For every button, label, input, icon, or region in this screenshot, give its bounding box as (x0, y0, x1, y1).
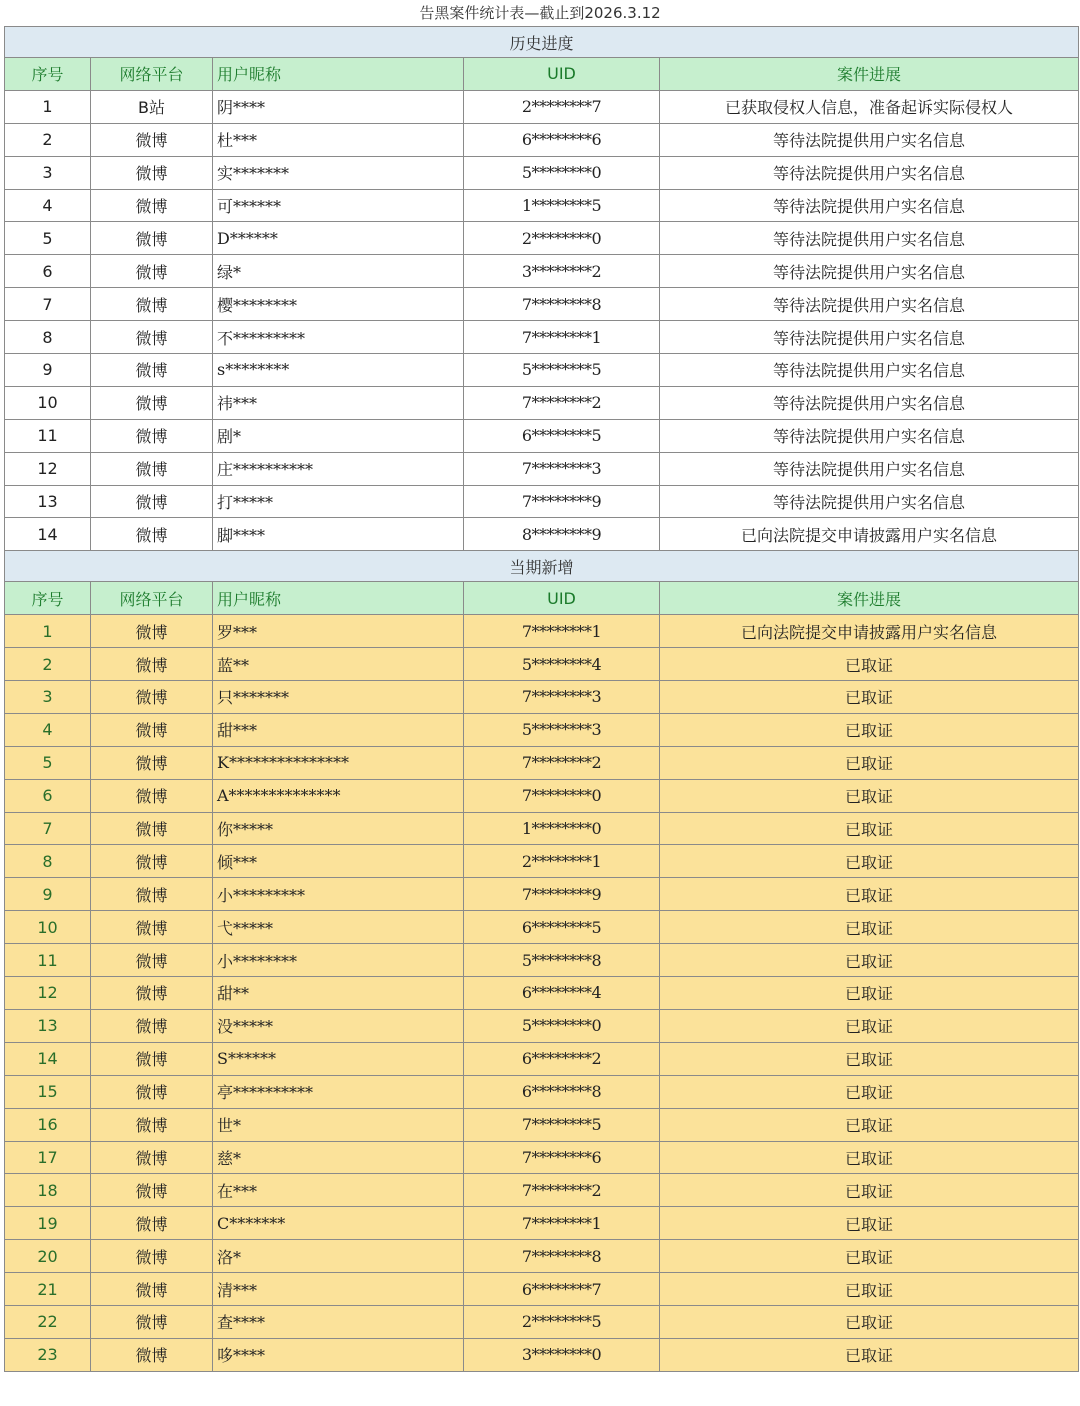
row-index[interactable]: 5 (5, 222, 91, 255)
row-progress[interactable]: 已取证 (660, 1305, 1079, 1338)
row-uid[interactable]: 5********0 (464, 1009, 660, 1042)
row-nickname[interactable]: 慈* (213, 1141, 464, 1174)
row-uid[interactable]: 8********9 (464, 518, 660, 551)
row-platform[interactable]: 微博 (91, 1305, 213, 1338)
row-uid[interactable]: 7********2 (464, 746, 660, 779)
row-platform[interactable]: 微博 (91, 713, 213, 746)
row-platform[interactable]: 微博 (91, 1240, 213, 1273)
table-row (5, 156, 1079, 189)
row-uid[interactable]: 7********8 (464, 1240, 660, 1273)
header-platform[interactable]: 网络平台 (91, 582, 213, 615)
row-progress[interactable]: 已取证 (660, 1009, 1079, 1042)
row-uid[interactable]: 6********2 (464, 1042, 660, 1075)
row-platform[interactable]: 微博 (91, 452, 213, 485)
header-index[interactable]: 序号 (5, 582, 91, 615)
table-row (5, 845, 1079, 878)
row-platform[interactable]: 微博 (91, 123, 213, 156)
row-nickname[interactable]: 庄********** (213, 452, 464, 485)
row-index[interactable]: 3 (5, 681, 91, 714)
row-nickname[interactable]: 世* (213, 1108, 464, 1141)
row-nickname[interactable]: 打***** (213, 485, 464, 518)
new-section-row (5, 551, 1079, 582)
row-nickname[interactable]: 蓝** (213, 648, 464, 681)
table-row (5, 713, 1079, 746)
table-row (5, 681, 1079, 714)
row-progress[interactable]: 已获取侵权人信息，准备起诉实际侵权人 (660, 90, 1079, 123)
table-row (5, 255, 1079, 288)
row-index[interactable]: 18 (5, 1174, 91, 1207)
row-index[interactable]: 15 (5, 1075, 91, 1108)
row-platform[interactable]: 微博 (91, 288, 213, 321)
row-uid[interactable]: 5********4 (464, 648, 660, 681)
row-uid[interactable]: 7********0 (464, 779, 660, 812)
row-platform[interactable]: 微博 (91, 156, 213, 189)
table-row (5, 1174, 1079, 1207)
row-progress[interactable]: 已取证 (660, 977, 1079, 1010)
row-index[interactable]: 22 (5, 1305, 91, 1338)
history-section-row (5, 27, 1079, 58)
table-row (5, 1141, 1079, 1174)
row-progress[interactable]: 已取证 (660, 1075, 1079, 1108)
history-header-row (5, 58, 1079, 91)
row-nickname[interactable]: s******** (213, 354, 464, 387)
row-progress[interactable]: 已取证 (660, 746, 1079, 779)
row-nickname[interactable]: 不********* (213, 321, 464, 354)
row-uid[interactable]: 7********6 (464, 1141, 660, 1174)
row-nickname[interactable]: 剧* (213, 419, 464, 452)
row-index[interactable]: 13 (5, 485, 91, 518)
table-row (5, 288, 1079, 321)
row-uid[interactable]: 2********7 (464, 90, 660, 123)
row-platform[interactable]: 微博 (91, 386, 213, 419)
row-progress[interactable]: 已取证 (660, 713, 1079, 746)
row-progress[interactable]: 已取证 (660, 779, 1079, 812)
row-nickname[interactable]: A************** (213, 779, 464, 812)
row-index[interactable]: 3 (5, 156, 91, 189)
row-platform[interactable]: 微博 (91, 1273, 213, 1306)
table-row (5, 1075, 1079, 1108)
history-header-group (5, 27, 1079, 91)
row-nickname[interactable]: 甜*** (213, 713, 464, 746)
row-platform[interactable]: B站 (91, 90, 213, 123)
row-index[interactable]: 6 (5, 779, 91, 812)
row-index[interactable]: 21 (5, 1273, 91, 1306)
row-progress[interactable]: 已取证 (660, 1273, 1079, 1306)
row-uid[interactable]: 7********1 (464, 615, 660, 648)
row-uid[interactable]: 6********5 (464, 419, 660, 452)
row-index[interactable]: 6 (5, 255, 91, 288)
header-platform[interactable]: 网络平台 (91, 58, 213, 91)
history-rows (5, 90, 1079, 550)
row-platform[interactable]: 微博 (91, 779, 213, 812)
table-row (5, 452, 1079, 485)
row-index[interactable]: 8 (5, 321, 91, 354)
row-platform[interactable]: 微博 (91, 746, 213, 779)
row-progress[interactable]: 已取证 (660, 944, 1079, 977)
row-platform[interactable]: 微博 (91, 648, 213, 681)
row-uid[interactable]: 2********0 (464, 222, 660, 255)
row-index[interactable]: 10 (5, 911, 91, 944)
new-rows (5, 615, 1079, 1371)
row-uid[interactable]: 7********2 (464, 1174, 660, 1207)
row-platform[interactable]: 微博 (91, 1009, 213, 1042)
row-nickname[interactable]: 清*** (213, 1273, 464, 1306)
table-row (5, 779, 1079, 812)
row-platform[interactable]: 微博 (91, 518, 213, 551)
row-nickname[interactable]: 祎*** (213, 386, 464, 419)
row-nickname[interactable]: 罗*** (213, 615, 464, 648)
row-nickname[interactable]: 只******* (213, 681, 464, 714)
table-row (5, 977, 1079, 1010)
row-progress[interactable]: 已取证 (660, 845, 1079, 878)
row-progress[interactable]: 已向法院提交申请披露用户实名信息 (660, 615, 1079, 648)
row-uid[interactable]: 3********0 (464, 1338, 660, 1371)
row-uid[interactable]: 6********8 (464, 1075, 660, 1108)
table-row (5, 746, 1079, 779)
row-index[interactable]: 7 (5, 812, 91, 845)
row-uid[interactable]: 7********3 (464, 681, 660, 714)
row-index[interactable]: 8 (5, 845, 91, 878)
header-progress[interactable]: 案件进展 (660, 58, 1079, 91)
row-index[interactable]: 16 (5, 1108, 91, 1141)
row-progress[interactable]: 已取证 (660, 681, 1079, 714)
row-uid[interactable]: 6********5 (464, 911, 660, 944)
row-progress[interactable]: 已取证 (660, 1141, 1079, 1174)
row-progress[interactable]: 等待法院提供用户实名信息 (660, 189, 1079, 222)
new-header-row (5, 582, 1079, 615)
row-progress[interactable]: 等待法院提供用户实名信息 (660, 222, 1079, 255)
row-index[interactable]: 1 (5, 615, 91, 648)
header-uid[interactable]: UID (464, 582, 660, 615)
row-index[interactable]: 4 (5, 189, 91, 222)
row-uid[interactable]: 5********5 (464, 354, 660, 387)
row-progress[interactable]: 等待法院提供用户实名信息 (660, 156, 1079, 189)
row-nickname[interactable]: 倾*** (213, 845, 464, 878)
row-platform[interactable]: 微博 (91, 1108, 213, 1141)
header-progress[interactable]: 案件进展 (660, 582, 1079, 615)
row-nickname[interactable]: 甜** (213, 977, 464, 1010)
row-nickname[interactable]: 可****** (213, 189, 464, 222)
row-progress[interactable]: 已向法院提交申请披露用户实名信息 (660, 518, 1079, 551)
row-index[interactable]: 9 (5, 878, 91, 911)
row-nickname[interactable]: 杜*** (213, 123, 464, 156)
table-row (5, 321, 1079, 354)
row-nickname[interactable]: 实******* (213, 156, 464, 189)
row-uid[interactable]: 6********4 (464, 977, 660, 1010)
new-header-group (5, 551, 1079, 615)
row-uid[interactable]: 5********0 (464, 156, 660, 189)
header-nickname[interactable]: 用户昵称 (213, 582, 464, 615)
row-progress[interactable]: 已取证 (660, 878, 1079, 911)
row-platform[interactable]: 微博 (91, 354, 213, 387)
row-index[interactable]: 5 (5, 746, 91, 779)
row-platform[interactable]: 微博 (91, 189, 213, 222)
table-row (5, 878, 1079, 911)
row-nickname[interactable]: 绿* (213, 255, 464, 288)
row-nickname[interactable]: 樱******** (213, 288, 464, 321)
row-platform[interactable]: 微博 (91, 878, 213, 911)
table-row (5, 189, 1079, 222)
row-nickname[interactable]: 弋***** (213, 911, 464, 944)
row-nickname[interactable]: S****** (213, 1042, 464, 1075)
table-row (5, 812, 1079, 845)
row-index[interactable]: 13 (5, 1009, 91, 1042)
row-platform[interactable]: 微博 (91, 1207, 213, 1240)
row-index[interactable]: 14 (5, 518, 91, 551)
row-uid[interactable]: 7********9 (464, 878, 660, 911)
row-progress[interactable]: 已取证 (660, 1207, 1079, 1240)
row-uid[interactable]: 7********8 (464, 288, 660, 321)
row-uid[interactable]: 3********2 (464, 255, 660, 288)
history-section-label[interactable]: 历史进度 (5, 27, 1079, 58)
row-uid[interactable]: 7********9 (464, 485, 660, 518)
row-platform[interactable]: 微博 (91, 222, 213, 255)
row-index[interactable]: 19 (5, 1207, 91, 1240)
row-platform[interactable]: 微博 (91, 681, 213, 714)
case-table (4, 26, 1079, 1372)
row-uid[interactable]: 5********8 (464, 944, 660, 977)
row-index[interactable]: 23 (5, 1338, 91, 1371)
header-index[interactable]: 序号 (5, 58, 91, 91)
row-progress[interactable]: 已取证 (660, 812, 1079, 845)
row-index[interactable]: 7 (5, 288, 91, 321)
row-platform[interactable]: 微博 (91, 1075, 213, 1108)
document-title: 告黑案件统计表—截止到2026.3.12 (0, 0, 1080, 26)
row-nickname[interactable]: 脚**** (213, 518, 464, 551)
table-row (5, 1338, 1079, 1371)
row-index[interactable]: 11 (5, 944, 91, 977)
table-row (5, 386, 1079, 419)
table-row (5, 90, 1079, 123)
row-uid[interactable]: 1********5 (464, 189, 660, 222)
table-row (5, 1207, 1079, 1240)
row-progress[interactable]: 已取证 (660, 1240, 1079, 1273)
row-platform[interactable]: 微博 (91, 1141, 213, 1174)
row-progress[interactable]: 已取证 (660, 1338, 1079, 1371)
row-index[interactable]: 4 (5, 713, 91, 746)
row-progress[interactable]: 等待法院提供用户实名信息 (660, 255, 1079, 288)
row-uid[interactable]: 1********0 (464, 812, 660, 845)
row-nickname[interactable]: C******* (213, 1207, 464, 1240)
row-nickname[interactable]: 查**** (213, 1305, 464, 1338)
row-uid[interactable]: 7********1 (464, 321, 660, 354)
row-nickname[interactable]: 在*** (213, 1174, 464, 1207)
row-platform[interactable]: 微博 (91, 911, 213, 944)
row-nickname[interactable]: D****** (213, 222, 464, 255)
table-row (5, 615, 1079, 648)
table-row (5, 354, 1079, 387)
row-index[interactable]: 12 (5, 977, 91, 1010)
row-platform[interactable]: 微博 (91, 419, 213, 452)
row-index[interactable]: 2 (5, 123, 91, 156)
row-index[interactable]: 14 (5, 1042, 91, 1075)
row-platform[interactable]: 微博 (91, 1042, 213, 1075)
row-progress[interactable]: 已取证 (660, 648, 1079, 681)
row-uid[interactable]: 6********7 (464, 1273, 660, 1306)
row-index[interactable]: 20 (5, 1240, 91, 1273)
new-section-label[interactable]: 当期新增 (5, 551, 1079, 582)
row-nickname[interactable]: 小******** (213, 944, 464, 977)
row-index[interactable]: 2 (5, 648, 91, 681)
table-row (5, 911, 1079, 944)
row-platform[interactable]: 微博 (91, 1338, 213, 1371)
row-platform[interactable]: 微博 (91, 977, 213, 1010)
row-progress[interactable]: 等待法院提供用户实名信息 (660, 354, 1079, 387)
row-index[interactable]: 11 (5, 419, 91, 452)
table-row (5, 518, 1079, 551)
row-uid[interactable]: 7********3 (464, 452, 660, 485)
row-progress[interactable]: 等待法院提供用户实名信息 (660, 386, 1079, 419)
table-row (5, 485, 1079, 518)
table-row (5, 1042, 1079, 1075)
row-uid[interactable]: 7********5 (464, 1108, 660, 1141)
row-uid[interactable]: 5********3 (464, 713, 660, 746)
table-row (5, 1240, 1079, 1273)
row-uid[interactable]: 2********5 (464, 1305, 660, 1338)
row-nickname[interactable]: 小********* (213, 878, 464, 911)
table-row (5, 1305, 1079, 1338)
row-uid[interactable]: 7********2 (464, 386, 660, 419)
row-progress[interactable]: 等待法院提供用户实名信息 (660, 123, 1079, 156)
row-uid[interactable]: 6********6 (464, 123, 660, 156)
row-progress[interactable]: 已取证 (660, 1174, 1079, 1207)
row-nickname[interactable]: 洛* (213, 1240, 464, 1273)
table-row (5, 1273, 1079, 1306)
row-index[interactable]: 17 (5, 1141, 91, 1174)
table-row (5, 222, 1079, 255)
row-nickname[interactable]: 哆**** (213, 1338, 464, 1371)
row-progress[interactable]: 已取证 (660, 1042, 1079, 1075)
row-progress[interactable]: 已取证 (660, 911, 1079, 944)
row-platform[interactable]: 微博 (91, 255, 213, 288)
row-platform[interactable]: 微博 (91, 615, 213, 648)
row-platform[interactable]: 微博 (91, 485, 213, 518)
row-platform[interactable]: 微博 (91, 845, 213, 878)
row-progress[interactable]: 等待法院提供用户实名信息 (660, 485, 1079, 518)
row-platform[interactable]: 微博 (91, 321, 213, 354)
table-row (5, 1108, 1079, 1141)
row-nickname[interactable]: 你***** (213, 812, 464, 845)
row-nickname[interactable]: K*************** (213, 746, 464, 779)
row-uid[interactable]: 2********1 (464, 845, 660, 878)
row-progress[interactable]: 已取证 (660, 1108, 1079, 1141)
header-uid[interactable]: UID (464, 58, 660, 91)
table-row (5, 123, 1079, 156)
row-platform[interactable]: 微博 (91, 1174, 213, 1207)
row-platform[interactable]: 微博 (91, 944, 213, 977)
table-row (5, 648, 1079, 681)
row-platform[interactable]: 微博 (91, 812, 213, 845)
header-nickname[interactable]: 用户昵称 (213, 58, 464, 91)
row-index[interactable]: 1 (5, 90, 91, 123)
row-uid[interactable]: 7********1 (464, 1207, 660, 1240)
table-row (5, 1009, 1079, 1042)
row-nickname[interactable]: 阴**** (213, 90, 464, 123)
row-nickname[interactable]: 没***** (213, 1009, 464, 1042)
row-nickname[interactable]: 亭********** (213, 1075, 464, 1108)
row-index[interactable]: 12 (5, 452, 91, 485)
row-progress[interactable]: 等待法院提供用户实名信息 (660, 452, 1079, 485)
row-index[interactable]: 10 (5, 386, 91, 419)
row-index[interactable]: 9 (5, 354, 91, 387)
table-row (5, 944, 1079, 977)
row-progress[interactable]: 等待法院提供用户实名信息 (660, 288, 1079, 321)
row-progress[interactable]: 等待法院提供用户实名信息 (660, 321, 1079, 354)
row-progress[interactable]: 等待法院提供用户实名信息 (660, 419, 1079, 452)
table-row (5, 419, 1079, 452)
